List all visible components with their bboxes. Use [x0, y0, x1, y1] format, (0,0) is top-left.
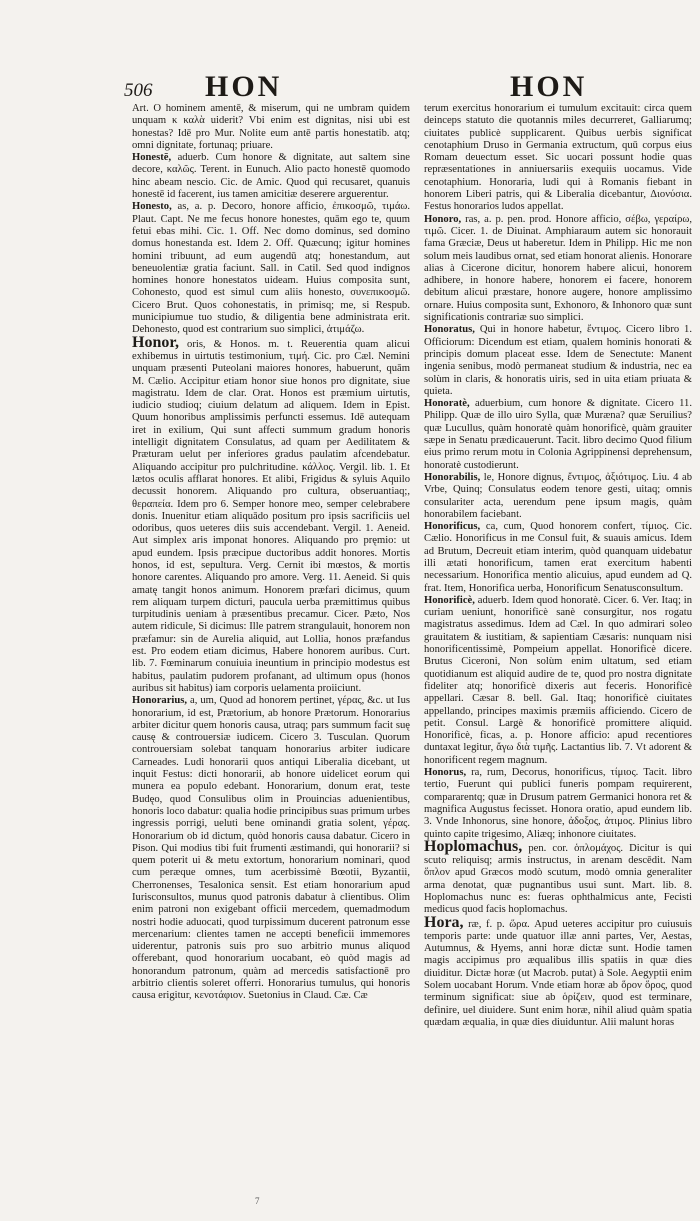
running-head-right: HON [510, 70, 588, 103]
left-column [124, 103, 410, 1003]
entry-text: a, um, Quod ad honorem pertinet, γέρας, &c. ut Ius honorarium, id est, Prætorium, ab honore Prætorum. Honorarius arbiter dicitur quem honoris causa, utraq; pars summum facit suę causę & controuersiæ iudicem. Cicero 3. Tusculan. Quorum controuersiam solebat tanquam honorarius arbiter iudicare Carneades. Ludi honorarii quos antiqui Liberalia dicebant, ut inquit Festus: dicti honorarii, ab honore uidelicet eorum qui munera ea populo edebant. Honorarium, donum erat, teste Budęo, quod Consulibus olim in Prouincias aduenientibus, honoris loco dabatur: qualia hodie principibus suas primum urbes ingressis porrigi, ueluti bene ominandi gratia solent, γέρας. Honorarium ob id dictum, quòd honoris causa dabatur. Cicero in Pison. Qui modius tibi fuit frumenti æstimandi, qui honorarii? si quem poterit ui & metu extortum, honorarium nominari, quod cum peræque omnes, tum acerbissimè Bœotii, Byzantii, Cherronenses, Tesalonica sensit. Est etiam honorarium apud Iurisconsultos, munus quod patronis dabatur à clientibus. Olim enim patroni non exigebant officii mercedem, quemadmodum nostri hodie aduocati, quod turpissimum ducerent patronum esse mercenarium: clientes tamen ne accepti beneficii immemores uiderentur, patronis suis pro suo arbitrio munus aliquod offerebant, quod honorarium uocabant, eò quòd magis ad honorandum patronum, quàm ad mercedis satisfactionē pro arbitrio clientis soleret offerri. Honorarius tumulus, qui honoris causa erigitur, κενοτάφιον. Suetonius in Claud. Cæ. Cæ [132, 695, 410, 1002]
dictionary-entry [416, 913, 692, 1030]
entry-text: oris, & Honos. m. t. Reuerentia quam alicui exhibemus in uirtutis testimonium, τιμή. Cic. pro Cæl. Nemini unquam præsenti Puteolani maiores honores, habuerunt, quām M. Cælio. Accipitur etiam honor siue honos pro dignitate, siue magistratu. Idem de clar. Orat. Honos est præmium uirtutis, iudicio studioq; ciuium delatum ad aliquem. Idem in Epist. Quum honoribus amplissimis perfuncti essemus. Idē autequam iret in exilium, Qui sunt affecti summum gradum honoris intelligit dignitatem Consulatus, ad quam per Aedilitatem & Præturam uelut per inferiores gradus paulatim afcendebatur. Aliquando accipitur pro pulchritudine. κάλλος. Vergil. lib. 1. Et lætos oculis afflarat honores. Et alibi, Frigidus & syluis Aquilo decussit honorem. Aliquando pro cultura, obseruantiaq;, θεραπεία. Idem pro 6. Semper honore meo, semper celebrabere donis. Inuenitur etiam aliquādo positum pro ipsis sacrificiis uel odoribus, quos ueteres diis suis accendebant. Vergil. 1. Aeneid. Aut simplex aris imponat honores. Aliquando pro pręmio: ut apud eundem. Ipsis præcipue ductoribus addit honores. Mortis honos, id est, sepultura. Verg. Cernit ibi mœstos, & mortis honore carentes. Aliquando pro amore. Verg. 11. Aeneid. Si quis amatę tangit honos animum. Honorem præfari dicimus, quum rem aliquam turpem dicturi, paucula uerba præmittimus quibus turpitudinis ueniam à præsentibus precamur. Cicer. Pæto, Nos autem ridicule, Si dicimus: Ille patrem strangulauit, honorem non præfamur: sin de Aurelia aliquid, aut Lollia, honos præfandus est. Pro eodem etiam dicimus, Habere honorem auribus. Curt. lib. 7. Fœminarum conuiuia ineuntium in principio modestus est habitus, paulatim pudorem profanant, ad ultimum opus (honos auribus sit habitus) iam corporis uelamenta proiiciunt. [132, 338, 410, 694]
entry-text: ras, a. p. pen. prod. Honore afficio, σέβω, γεραίρω, τιμῶ. Cicer. 1. de Diuinat. Amphiaraum autem sic honorauit fama Græciæ, Deus ut haberetur. Idem in Philipp. Hic me non solum meis laudibus ornat, sed etiam honorat alienis. Honorare alias à Cicerone dicitur, honorem habere alicui, honorem adhibere, in honore habere, honorem ei facere, honorem debitum alicui præstare, honore augere, honore amplissimo ornare. Huius composita sunt, Exhonoro, & Inhonoro quæ sunt significationis contrariæ suo simplici. [424, 213, 692, 324]
entry-text: as, a. p. Decoro, honore afficio, ἐπικοσμῶ, τιμάω. Plaut. Capt. Ne me fecus honore honestes, quām ego te, quum fetui ebas mihi. Cic. 1. Off. Nec domo dominus, sed domino domus honestanda est. Idem 2. Off. Quæcunq; igitur homines homini tribuunt, ad eum augendū atq; honestandum, aut beneuolentiæ gratia faciunt. Sall. in Catil. Sed quod indignos homines honore honestatos uideam. Huius composita sunt, Cohonesto, quod est simul cum aliis honesto, συνεπικοσμῶ. Cicero Brut. Quos cohonestatis, in primisq; me, si Respub. municipiumue tuo studio, & diligentia bene administrata erit. Dehonesto, quod est contrarium suo simplici, ἀτιμάζω. [132, 201, 410, 336]
entry-headword: Honorabilis, [424, 471, 481, 483]
dictionary-entry [416, 214, 692, 325]
entry-text: Qui in honore habetur, ἔντιμος. Cicero libro 1. Officiorum: Dicendum est etiam, qualem hominis honorati & principis domum placeat esse. Idem de Senectute: Manent ingenia senibus, modò permaneat studium & industria, nec ea solùm in claris, & honoratis uiris, sed in uita etiam priuata & quieta. [424, 324, 692, 397]
dictionary-entry [124, 333, 410, 696]
dictionary-entry [124, 152, 410, 201]
page-number: 506 [124, 80, 153, 101]
dictionary-entry [124, 201, 410, 336]
entry-text: le, Honore dignus, ἔντιμος, ἀξιότιμος. Liu. 4 ab Vrbe, Quinq; Consulatus eodem tenore gesti, uitaq; omnis consulariter acta, uerendum pene ipsum magis, quàm honorabilem faciebant. [424, 471, 692, 520]
running-head-left: HON [205, 70, 283, 103]
dictionary-entry [416, 837, 692, 917]
entry-text: ra, rum, Decorus, honorificus, τίμιος. Tacit. libro tertio, Fuerunt qui publici funeris pompam requirerent, compararentq; quæ in Drusum patrem Germanici honora ret & magnifica Augustus fecisset. Honora oratio, apud eundem lib. 3. Vnde Inhonorus, sine honore, ἀδοξος, ἀτιμος. Plinius libro quinto capite trigesimo, Aliæq; inhonore ciuitates. [424, 767, 692, 840]
entry-text: ca, cum, Quod honorem confert, τίμιος. Cic. Cælio. Honorificus in me Consul fuit, & suauis amicus. Idem ad Brutum, Decreuit etiam interim, quòd quanquam uidebatur illi ætati honorificum, tamen erat exercitum habenti necessarium. Honorifica mentio alicuius, apud eundem ad Q. frat. Item, Honorifica uerba, Honorificum Senatusconsultum. [424, 521, 692, 594]
entry-headword: Honoratè, [424, 398, 470, 410]
entry-text: aduerbium, cum honore & dignitate. Cicero 11. Philipp. Quæ de illo uiro Sylla, quæ Muræna? quæ Seruilius? quæ Lucullus, quàm honoratè quàm honorificè, quàm grauiter sæpe in Senatu prædicauerunt. Tacit. libro decimo Quod filium eius primo rerum motu in Colonia Agrippinensi deprehensum, honoratè custodierunt. [424, 398, 692, 471]
entry-headword: Hora, [424, 913, 464, 931]
dictionary-entry [124, 103, 410, 152]
entry-text: Art. O hominem amentē, & miserum, qui ne umbram quidem unquam κ καλὰ uiderit? Vbi enim est dignitas, nisi ubi est honestas? Idē pro Mur. Nolite eum antē partis honestatib. atq; omni dignitate, fortunaq; priuare. [132, 103, 410, 151]
right-column [416, 103, 692, 1029]
dictionary-entry [416, 324, 692, 398]
dictionary-entry [416, 595, 692, 767]
entry-headword: Honorus, [424, 767, 467, 779]
dictionary-entry [416, 521, 692, 595]
dictionary-entry [416, 398, 692, 472]
footer-mark: 7 [255, 1196, 260, 1206]
entry-text: aduerb. Idem quod honoratè. Cicer. 6. Ver. Itaq; in curiam ueniunt, honorificè sanè consurgitur, nos rogatu magistratus assedimus. Idem ad Cæl. In quo admirari soleo grauitatem & iustitiam, & sapientiam Cæsaris: nunquam nisi honorificentissimè, Pompeium appellat. Honorificè dicere. Brutus Ciceroni, Non solùm enim ultatum, sed etiam quotidianum est aliquid audire de te, quod pro nostra dignitate fideliter atq; honorificè dixeris aut feceris. Honorificè appellari. Cæsar 8. bell. Gal. Itaq; honorificè ciuitates appellando, principes maximis præmiis afficiendo. Cicero de petit. Consul. Largè & honorificè promittere aliquid. Honorificè, ficas, a. p. Honore afficio: apud recentiores duntaxat legitur, ἄγω διὰ τιμῆς. Lactantius lib. 7. Vt adorent & honorificent regem magnum. [424, 594, 692, 766]
entry-text: terum exercitus honorarium ei tumulum excitauit: circa quem deinceps statuto die quotannis miles decurreret, Galliarumq; ciuitates publicè supplicarent. Quibus uerbis significat cenotaphium Druso in Germania extructum, quū corpus eius Romam deuectum esset. Sic uocari possunt hodie quas repræsentationes in anniuersariis exequiis uocamus. Vide cenotaphium. Honoraria, ludi qui à Romanis fiebant in honorem Liberi patris, qui & Liberalia dicebantur, Διονύσια. Festus honorarios ludos appellat. [424, 103, 692, 213]
dictionary-entry [416, 472, 692, 521]
entry-headword: Honorificè, [424, 594, 475, 606]
entry-text: ræ, f. p. ὥρα. Apud ueteres accipitur pro cuiusuis temporis parte: unde quatuor illæ anni partes, Ver, Aestas, Autumnus, & Hyems, anni horæ dictæ sunt. Hodie tamen magis accipimus pro æqualibus illis spatiis in quæ dies diuiditur. Dictæ horæ (ut Macrob. putat) à Sole. Aegyptii enim Solem uocabant Horum. Vnde etiam horæ ab ὅρον ὅρος, quod terminum significat: siue ab ὁρίζειν, quod est terminare, definire, uel diuidere. Sunt enim horæ, nihil aliud quàm spatia quædam æqualia, in quæ dies diuiduntur. Alii malunt horas [424, 918, 692, 1028]
entry-headword: Hoplomachus, [424, 837, 523, 855]
dictionary-entry [416, 767, 692, 841]
entry-text: pen. cor. ὁπλομάχος. Dicitur is qui scuto reliquisq; armis instructus, in arenam descēdit. Nam ὅπλον apud Græcos modò scutum, modò omnia generaliter arma denotat, quæ pugnantibus usui sunt. Mart. lib. 8. Hoplomachus nunc es: fueras ophthalmicus ante, Fecisti medicus quod facis hoplomachus. [424, 842, 692, 916]
dictionary-entry [124, 695, 410, 1002]
dictionary-entry [416, 103, 692, 214]
entry-headword: Honoro, [424, 213, 462, 225]
entry-text: aduerb. Cum honore & dignitate, aut saltem sine decore, καλῶς. Terent. in Eunuch. Alio pacto honestē quomodo hinc abeam nescio. Cic. de Amic. Quod qui recusaret, quanuis honestē id facerent, ius tamen amicitiæ deserere arguerentur. [132, 152, 410, 201]
entry-headword: Honesto, [132, 201, 172, 213]
entry-headword: Honor, [132, 333, 179, 351]
entry-headword: Honestē, [132, 152, 172, 164]
entry-headword: Honorificus, [424, 521, 481, 533]
entry-headword: Honorarius, [132, 695, 188, 707]
entry-headword: Honoratus, [424, 324, 475, 336]
